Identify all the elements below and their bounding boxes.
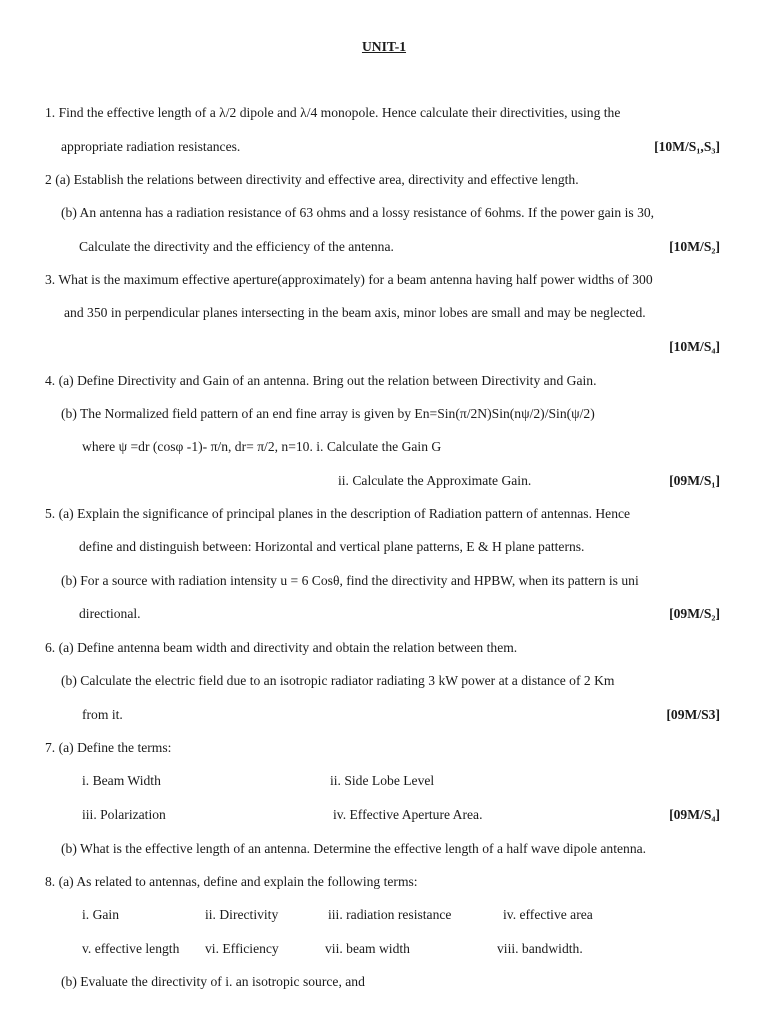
- page-title: UNIT-1: [361, 39, 407, 54]
- q7-marks: [09M/S₄]: [669, 807, 720, 822]
- q5-part-a-line-1: 5. (a) Explain the significance of principal planes in the description of Radiation pattern of antennas. Hence: [45, 506, 631, 521]
- q4-part-b-line-3: ii. Calculate the Approximate Gain.: [338, 473, 532, 488]
- q4-part-b-line-2: where ψ =dr (cosφ -1)- π/n, dr= π/2, n=10. i. Calculate the Gain G: [82, 439, 442, 454]
- q4-marks: [09M/S₁]: [669, 473, 720, 488]
- q7-term-3: iii. Polarization: [82, 807, 166, 822]
- q7-term-1: i. Beam Width: [82, 773, 161, 788]
- q2-marks: [10M/S₂]: [669, 239, 720, 254]
- q8-term-1: i. Gain: [82, 907, 119, 922]
- q6-part-b-line-1: (b) Calculate the electric field due to an isotropic radiator radiating 3 kW power at a distance of 2 Km: [61, 673, 615, 688]
- q8-part-b: (b) Evaluate the directivity of i. an isotropic source, and: [61, 974, 365, 989]
- q3-line-1: 3. What is the maximum effective aperture(approximately) for a beam antenna having half power widths of 300: [45, 272, 653, 287]
- q8-term-8: viii. bandwidth.: [497, 941, 583, 956]
- q3-line-2: and 350 in perpendicular planes intersecting in the beam axis, minor lobes are small and may be neglected.: [64, 305, 646, 320]
- q2-part-a: 2 (a) Establish the relations between directivity and effective area, directivity and effective length.: [45, 172, 579, 187]
- q4-part-a: 4. (a) Define Directivity and Gain of an antenna. Bring out the relation between Directivity and Gain.: [45, 373, 597, 388]
- q8-term-5: v. effective length: [82, 941, 180, 956]
- q8-term-3: iii. radiation resistance: [328, 907, 452, 922]
- q6-part-a: 6. (a) Define antenna beam width and directivity and obtain the relation between them.: [45, 640, 518, 655]
- q1-marks: [10M/S₁,S₃]: [654, 139, 720, 154]
- q6-part-b-line-2: from it.: [82, 707, 123, 722]
- q7-part-a: 7. (a) Define the terms:: [45, 740, 172, 755]
- q5-part-a-line-2: define and distinguish between: Horizontal and vertical plane patterns, E & H plane patterns.: [79, 539, 585, 554]
- q5-part-b-line-1: (b) For a source with radiation intensity u = 6 Cosθ, find the directivity and HPBW, when its pattern is uni: [61, 573, 639, 588]
- q1-line-2: appropriate radiation resistances.: [61, 139, 241, 154]
- q8-term-7: vii. beam width: [325, 941, 410, 956]
- q4-part-b-line-1: (b) The Normalized field pattern of an end fine array is given by En=Sin(π/2N)Sin(nψ/2)/Sin(ψ/2): [61, 406, 595, 421]
- q1-line-1: 1. Find the effective length of a λ/2 dipole and λ/4 monopole. Hence calculate their directivities, using the: [45, 105, 621, 120]
- q7-part-b: (b) What is the effective length of an antenna. Determine the effective length of a half wave dipole antenna.: [61, 841, 647, 856]
- q2-part-b-line-1: (b) An antenna has a radiation resistance of 63 ohms and a lossy resistance of 6ohms. If the power gain is 30,: [61, 205, 655, 220]
- q8-term-4: iv. effective area: [503, 907, 593, 922]
- q8-term-2: ii. Directivity: [205, 907, 279, 922]
- q8-term-6: vi. Efficiency: [205, 941, 279, 956]
- q6-marks: [09M/S3]: [666, 707, 720, 722]
- q5-marks: [09M/S₂]: [669, 606, 720, 621]
- q8-part-a: 8. (a) As related to antennas, define and explain the following terms:: [45, 874, 418, 889]
- q7-term-4: iv. Effective Aperture Area.: [333, 807, 483, 822]
- q5-part-b-line-2: directional.: [79, 606, 141, 621]
- q3-marks: [10M/S₄]: [669, 339, 720, 354]
- q2-part-b-line-2: Calculate the directivity and the efficiency of the antenna.: [79, 239, 394, 254]
- q7-term-2: ii. Side Lobe Level: [330, 773, 435, 788]
